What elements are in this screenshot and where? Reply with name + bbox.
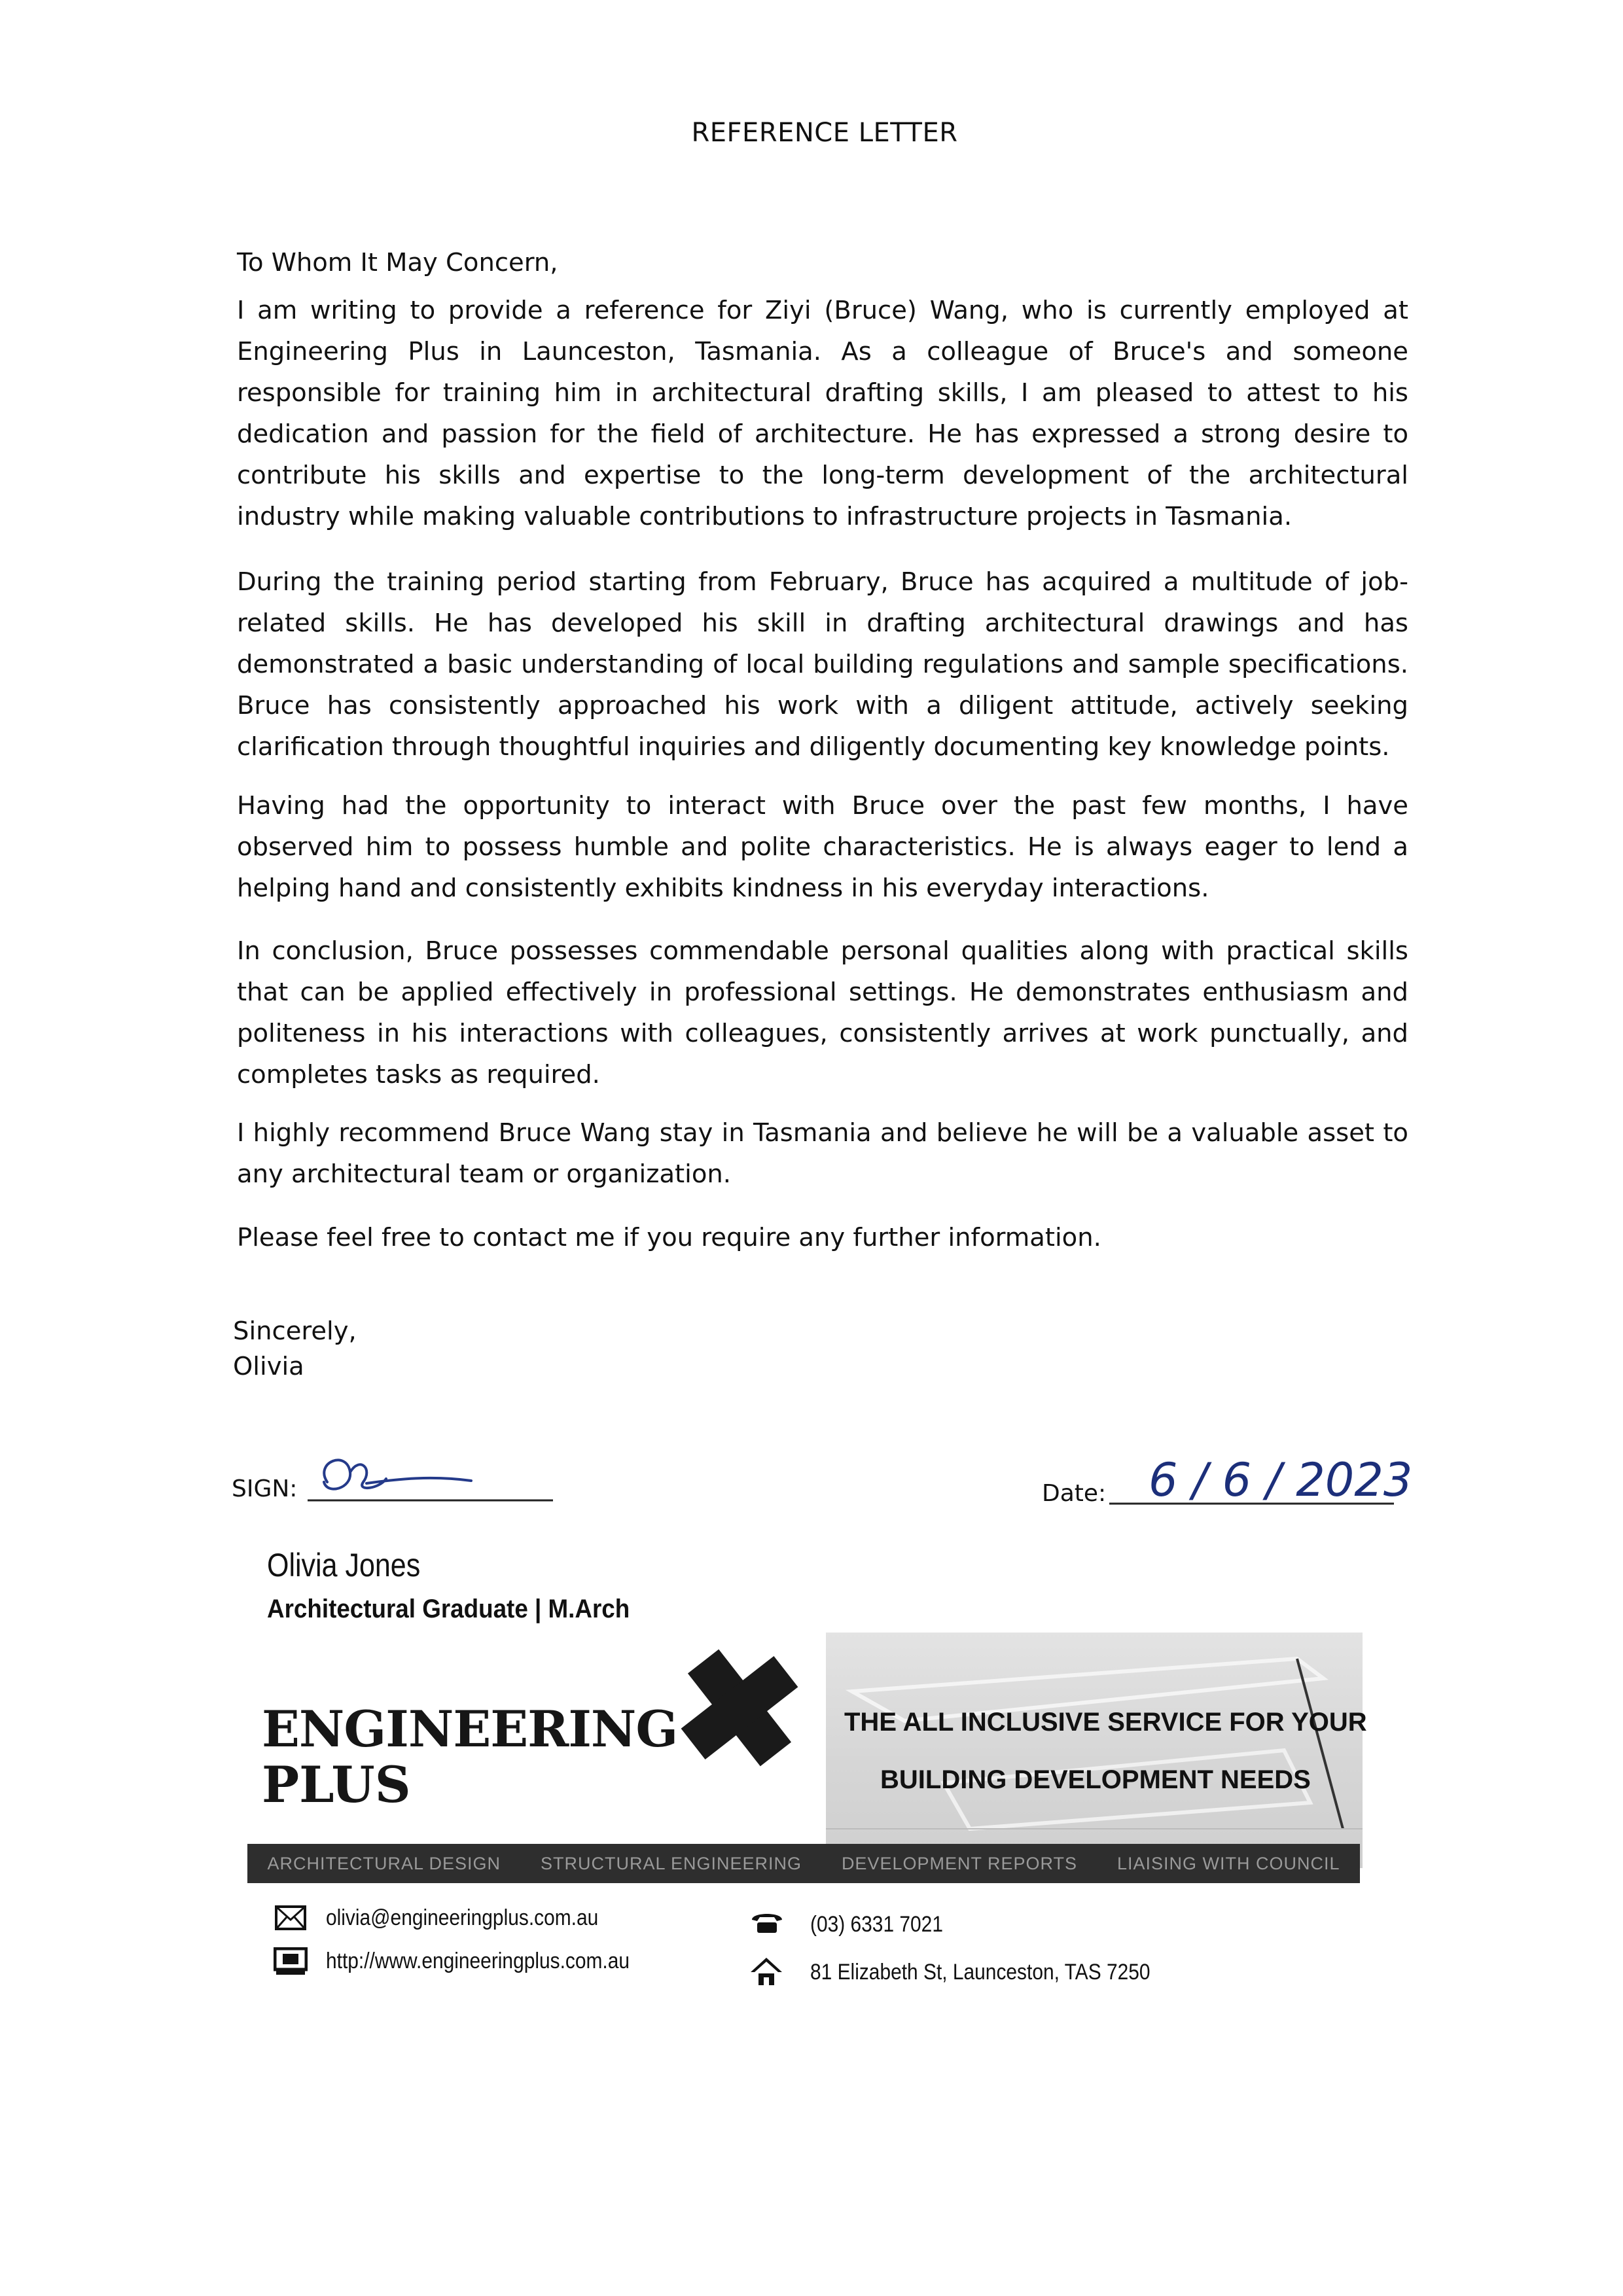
banner-photo	[826, 1633, 1363, 1868]
paragraph-1	[237, 290, 1408, 537]
plus-logo-icon	[654, 1636, 825, 1780]
letter-title: REFERENCE LETTER	[691, 118, 958, 148]
company-name-line2: PLUS	[262, 1756, 411, 1814]
paragraph-4	[237, 930, 1408, 1095]
company-name-line1: ENGINEERING	[262, 1700, 678, 1758]
contact-address: 81 Elizabeth St, Launceston, TAS 7250	[810, 1960, 1150, 1985]
handwritten-signature	[301, 1443, 556, 1515]
signatory-role: Architectural Graduate | M.Arch	[267, 1595, 630, 1623]
paragraph-5	[237, 1112, 1408, 1195]
paragraph-5-text: I highly recommend Bruce Wang stay in Tasmania and believe he will be a valuable asset to any architectural team or organization.	[237, 1118, 1408, 1189]
tagline-line1: THE ALL INCLUSIVE SERVICE FOR YOUR	[844, 1708, 1367, 1737]
service-development-reports: DEVELOPMENT REPORTS	[841, 1853, 1078, 1873]
tagline-line2: BUILDING DEVELOPMENT NEEDS	[880, 1765, 1311, 1794]
phone-icon	[749, 1911, 785, 1934]
signatory-name: Olivia Jones	[267, 1547, 421, 1583]
paragraph-6-text: Please feel free to contact me if you require any further information.	[237, 1223, 1101, 1252]
paragraph-2-text: During the training period starting from February, Bruce has acquired a multitude of job-related skills. He has developed his skill in drafting architectural drawings and has demonstrated a basic understanding of local building regulations and sample specifications. Bruce has consistently approached his work with a diligent attitude, actively seeking clarification through thoughtful inquiries and diligently documenting key knowledge points.	[237, 567, 1408, 762]
date-label: Date:	[1042, 1480, 1107, 1507]
paragraph-4-text: In conclusion, Bruce possesses commendable personal qualities along with practical skills that can be applied effectively in professional settings. He demonstrates enthusiasm and politeness in his interactions with colleagues, consistently arrives at work punctually, and completes tasks as required.	[237, 936, 1408, 1089]
house-icon	[749, 1956, 783, 1987]
handwritten-date	[1106, 1451, 1414, 1517]
paragraph-3	[237, 785, 1408, 909]
contact-phone[interactable]: (03) 6331 7021	[810, 1912, 943, 1937]
sign-label: SIGN:	[232, 1475, 298, 1502]
handwritten-date-text: 6 / 6 / 2023	[1149, 1453, 1413, 1507]
services-bar	[247, 1844, 1360, 1883]
computer-icon	[274, 1947, 308, 1976]
service-liaising-with-council: LIAISING WITH COUNCIL	[1116, 1853, 1340, 1873]
envelope-icon	[275, 1905, 306, 1930]
building-sketch	[826, 1633, 1363, 1868]
paragraph-2	[237, 561, 1408, 768]
closing-block	[233, 1314, 357, 1385]
contact-website[interactable]: http://www.engineeringplus.com.au	[326, 1949, 630, 1973]
paragraph-6	[237, 1217, 1408, 1258]
paragraph-3-text: Having had the opportunity to interact with Bruce over the past few months, I have observed him to possess humble and polite characteristics. He is always eager to lend a helping hand and consistently exhibits kindness in his everyday interactions.	[237, 791, 1408, 903]
salutation: To Whom It May Concern,	[237, 248, 558, 277]
valediction: Sincerely,	[233, 1316, 357, 1346]
closing-name: Olivia	[233, 1352, 304, 1381]
contact-email[interactable]: olivia@engineeringplus.com.au	[326, 1905, 599, 1930]
paragraph-1-text: I am writing to provide a reference for Ziyi (Bruce) Wang, who is currently employed at Engineering Plus in Launceston, Tasmania. As a colleague of Bruce's and someone responsible for training him in architectural drafting skills, I am pleased to attest to his dedication and passion for the field of architecture. He has expressed a strong desire to contribute his skills and expertise to the long-term development of the architectural industry while making valuable contributions to infrastructure projects in Tasmania.	[237, 296, 1408, 531]
service-architectural-design: ARCHITECTURAL DESIGN	[267, 1853, 501, 1873]
service-structural-engineering: STRUCTURAL ENGINEERING	[540, 1853, 802, 1873]
